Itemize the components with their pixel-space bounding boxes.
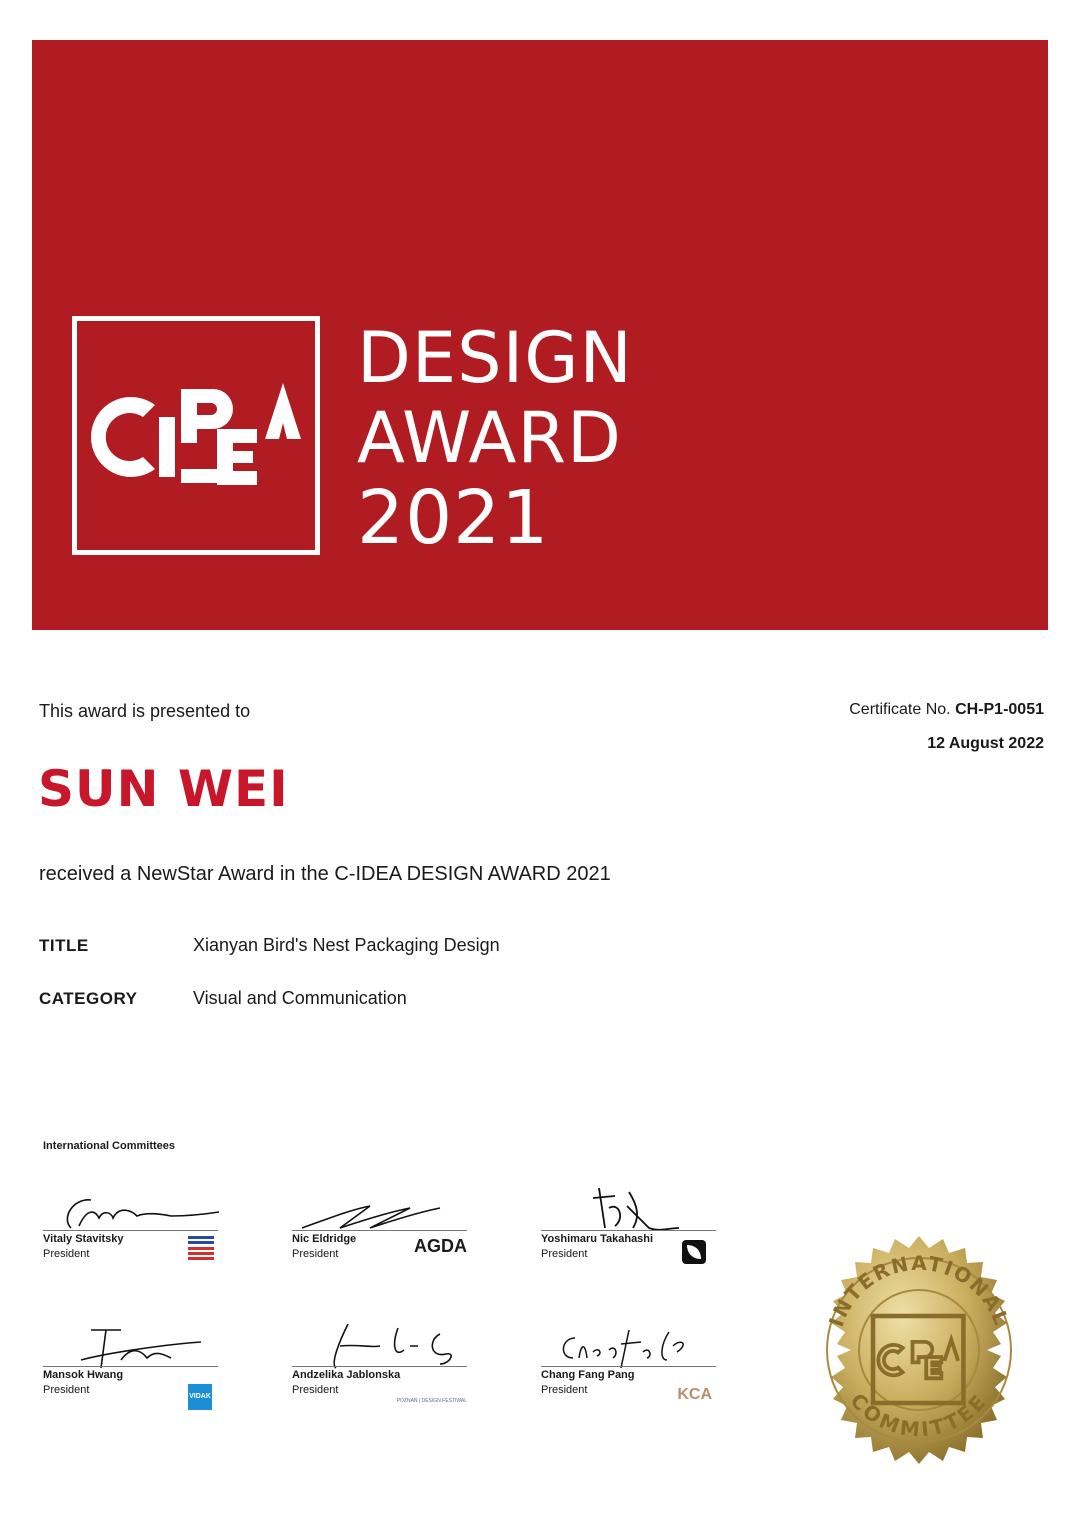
certificate-label: Certificate No.: [849, 701, 951, 718]
award-title-line-2: AWARD: [357, 397, 622, 479]
vidak-logo: VIDAK: [188, 1384, 212, 1410]
award-year: 2021: [357, 475, 550, 561]
signature-block: [43, 1324, 218, 1409]
certificate-date: 12 August 2022: [927, 735, 1044, 752]
signatory-role: President: [43, 1384, 90, 1396]
award-title: [357, 317, 633, 561]
signatory-role: President: [292, 1384, 339, 1396]
signature-image: [300, 1324, 470, 1369]
c-idea-logo: [72, 316, 320, 555]
recipient-name: SUN WEI: [38, 760, 289, 818]
kca-logo: KCA: [677, 1386, 712, 1403]
international-committee-seal: [803, 1234, 1035, 1466]
title-label: TITLE: [39, 936, 89, 955]
category-label: CATEGORY: [39, 989, 138, 1008]
signatory-role: President: [541, 1384, 588, 1396]
signature-image: [51, 1324, 221, 1369]
signatory-role: President: [541, 1248, 588, 1260]
signature-block: [541, 1324, 716, 1409]
presented-to-text: This award is presented to: [39, 701, 251, 721]
award-statement: received a NewStar Award in the C-IDEA DESIGN AWARD 2021: [39, 863, 611, 885]
signatory-name: Vitaly Stavitsky: [43, 1233, 124, 1245]
signatory-name: Yoshimaru Takahashi: [541, 1233, 654, 1245]
signature-block: [43, 1188, 218, 1273]
signature-block: [292, 1188, 467, 1273]
signatory-name: Mansok Hwang: [43, 1369, 124, 1381]
category-value: Visual and Communication: [193, 988, 407, 1008]
certificate-number-value: CH-P1-0051: [955, 701, 1044, 718]
certificate-number: [849, 701, 1044, 719]
signature-block: [292, 1324, 467, 1409]
signature-image: [51, 1188, 221, 1233]
signatory-role: President: [292, 1248, 339, 1260]
leaf-logo: [682, 1240, 706, 1264]
signatory-role: President: [43, 1248, 90, 1260]
signatory-name: Nic Eldridge: [292, 1233, 357, 1245]
signature-image: [549, 1188, 719, 1233]
signature-image: [549, 1324, 719, 1369]
seal-bottom-text: COMMITTEE: [845, 1388, 993, 1442]
title-value: Xianyan Bird's Nest Packaging Design: [193, 935, 500, 955]
seal-top-text: INTERNATIONAL: [823, 1250, 1015, 1330]
award-title-line-1: DESIGN: [357, 317, 633, 399]
signature-image: [300, 1188, 470, 1233]
russia-designers-association-logo: [188, 1236, 218, 1260]
signatory-name: Andzelika Jablonska: [292, 1369, 401, 1381]
signature-block: [541, 1188, 716, 1273]
committees-heading: International Committees: [43, 1140, 176, 1152]
agda-logo: AGDA: [414, 1236, 467, 1256]
poznan-design-festival-logo: POZNAŃ | DESIGN FESTIWAL: [396, 1398, 467, 1404]
signatory-name: Chang Fang Pang: [541, 1369, 635, 1381]
